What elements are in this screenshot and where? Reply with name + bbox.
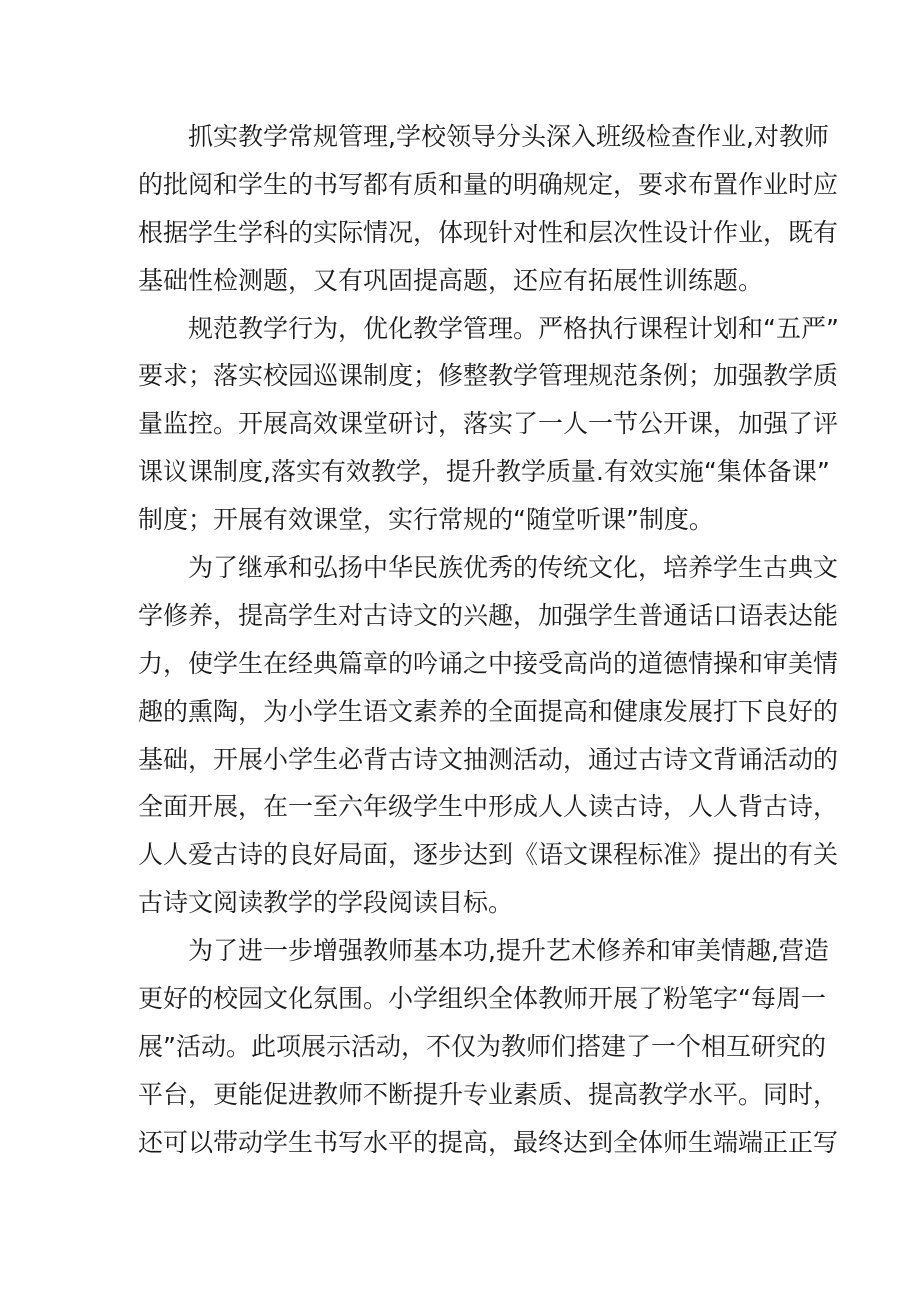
text-line: 要求；落实校园巡课制度；修整教学管理规范条例；加强教学质 xyxy=(138,361,839,391)
paragraph-2 xyxy=(138,305,839,544)
text-line: 趣的熏陶，为小学生语文素养的全面提高和健康发展打下良好的 xyxy=(138,696,839,726)
text-line: 力，使学生在经典篇章的吟诵之中接受高尚的道德情操和审美情 xyxy=(138,648,839,678)
text-line: 量监控。开展高效课堂研讨，落实了一人一节公开课，加强了评 xyxy=(138,409,839,439)
text-line: 展”活动。此项展示活动，不仅为教师们搭建了一个相互研究的 xyxy=(138,1031,826,1061)
text-line: 的批阅和学生的书写都有质和量的明确规定，要求布置作业时应 xyxy=(138,169,839,199)
paragraph-1 xyxy=(138,113,839,305)
text-line: 规范教学行为，优化教学管理。严格执行课程计划和“五严” xyxy=(188,313,839,343)
text-line: 基础性检测题，又有巩固提高题，还应有拓展性训练题。 xyxy=(138,265,764,295)
text-line: 基础，开展小学生必背古诗文抽测活动，通过古诗文背诵活动的 xyxy=(138,744,839,774)
document-page xyxy=(138,113,839,1167)
text-line: 学修养，提高学生对古诗文的兴趣，加强学生普通话口语表达能 xyxy=(138,600,839,630)
text-line: 古诗文阅读教学的学段阅读目标。 xyxy=(138,888,514,918)
text-line: 平台，更能促进教师不断提升专业素质、提高教学水平。同时， xyxy=(138,1079,839,1109)
text-line: 全面开展，在一至六年级学生中形成人人读古诗，人人背古诗， xyxy=(138,792,839,822)
text-line: 更好的校园文化氛围。小学组织全体教师开展了粉笔字“每周一 xyxy=(138,984,826,1014)
paragraph-4 xyxy=(138,927,839,1166)
text-line: 制度；开展有效课堂，实行常规的“随堂听课”制度。 xyxy=(138,505,714,535)
text-line: 还可以带动学生书写水平的提高，最终达到全体师生端端正正写 xyxy=(138,1127,839,1157)
text-line: 抓实教学常规管理,学校领导分头深入班级检查作业,对教师 xyxy=(188,122,829,151)
text-line: 为了进一步增强教师基本功,提升艺术修养和审美情趣,营造 xyxy=(188,936,829,966)
text-line: 为了继承和弘扬中华民族优秀的传统文化，培养学生古典文 xyxy=(188,553,839,583)
paragraph-3 xyxy=(138,544,839,927)
text-line: 课议课制度,落实有效教学，提升教学质量.有效实施“集体备课” xyxy=(138,457,830,487)
text-line: 人人爱古诗的良好局面，逐步达到《语文课程标准》提出的有关 xyxy=(138,840,839,870)
text-line: 根据学生学科的实际情况，体现针对性和层次性设计作业，既有 xyxy=(138,217,839,247)
